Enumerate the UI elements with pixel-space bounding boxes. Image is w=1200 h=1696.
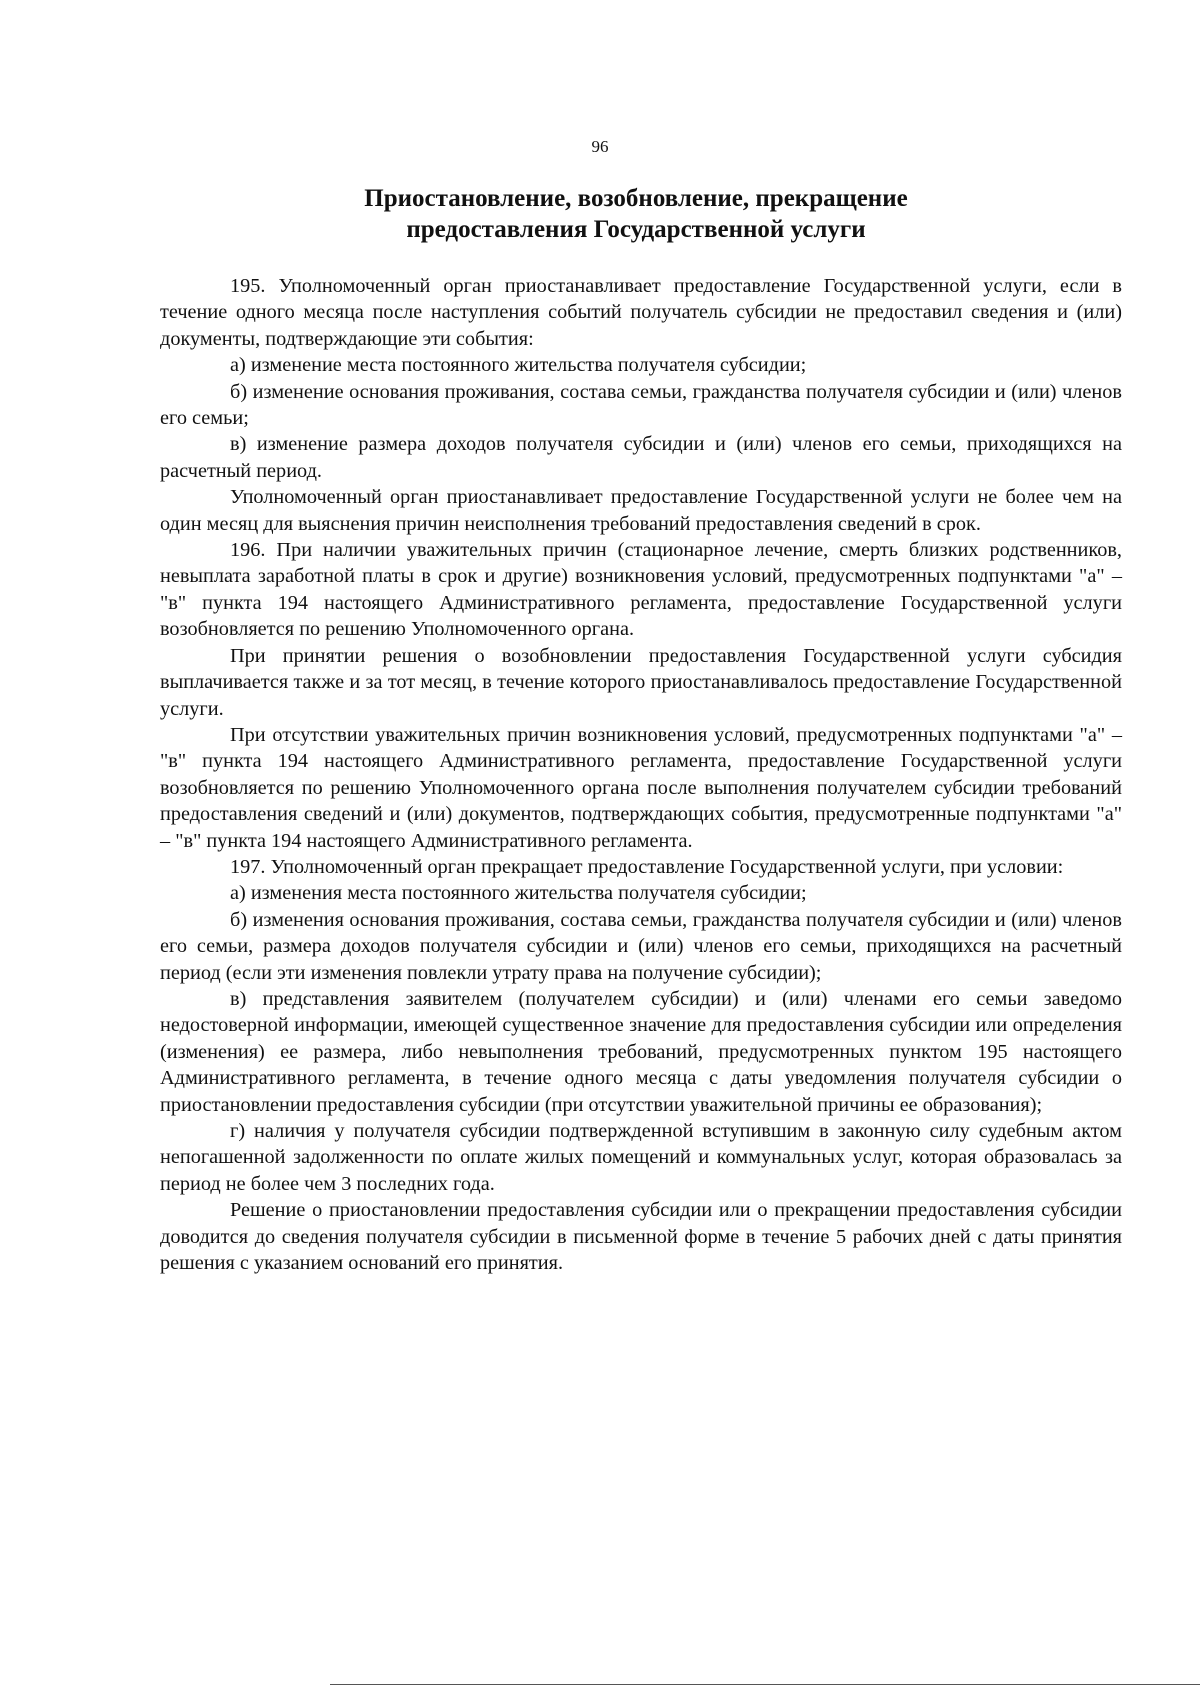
section-heading: [150, 183, 1122, 245]
list-item-195-v: в) изменение размера доходов получателя субсидии и (или) членов его семьи, приходящихся на расчетный период.: [160, 433, 1122, 482]
paragraph-no-valid-reasons: При отсутствии уважительных причин возникновения условий, предусмотренных подпунктами "а" – "в" пункта 194 настоящего Административного регламента, предоставление Государственной услуги возобновляется по решению Уполномоченного органа после выполнения получателем субсидии требований предоставления сведений и (или) документов, подтверждающих события, предусмотренные подпунктами "а" – "в" пункта 194 настоящего Административного регламента.: [160, 723, 1122, 852]
paragraph-197: 197. Уполномоченный орган прекращает предоставление Государственной услуги, при условии:: [230, 855, 1064, 878]
list-item-195-a: а) изменение места постоянного жительства получателя субсидии;: [230, 354, 807, 377]
page-number: 96: [591, 137, 609, 156]
list-item-197-v: в) представления заявителем (получателем субсидии) и (или) членами его семьи заведомо недостоверной информации, имеющей существенное значение для предоставления субсидии или определения (изменения) ее размера, либо невыполнения требований, предусмотренных пунктом 195 настоящего Административного регламента, в течение одного месяца с даты уведомления получателя субсидии о приостановлении предоставления субсидии (при отсутствии уважительной причины ее образования);: [160, 987, 1122, 1116]
bottom-rule: [330, 1684, 1200, 1685]
list-item-197-b: б) изменения основания проживания, состава семьи, гражданства получателя субсидии и (или) членов его семьи, размера доходов получателя субсидии и (или) членов его семьи, приходящихся на расчетный период (если эти изменения повлекли утрату права на получение субсидии);: [160, 908, 1122, 984]
paragraph-196: 196. При наличии уважительных причин (стационарное лечение, смерть близких родственников, невыплата заработной платы в срок и другие) возникновения условий, предусмотренных подпунктами "а" – "в" пункта 194 настоящего Административного регламента, предоставление Государственной услуги возобновляется по решению Уполномоченного органа.: [160, 539, 1122, 641]
paragraph-suspension-term: Уполномоченный орган приостанавливает предоставление Государственной услуги не более чем на один месяц для выяснения причин неисполнения требований предоставления сведений в срок.: [160, 486, 1122, 535]
paragraph-decision-notice: Решение о приостановлении предоставления субсидии или о прекращении предоставления субсидии доводится до сведения получателя субсидии в письменной форме в течение 5 рабочих дней с даты принятия решения с указанием оснований его принятия.: [160, 1199, 1122, 1275]
list-item-195-b: б) изменение основания проживания, состава семьи, гражданства получателя субсидии и (или) членов его семьи;: [160, 380, 1122, 430]
document-body: [160, 273, 1122, 1276]
paragraph-resumption-payment: При принятии решения о возобновлении предоставления Государственной услуги субсидия выплачивается также и за тот месяц, в течение которого приостанавливалось предоставление Государственной услуги.: [160, 644, 1122, 720]
section-heading-line-1: Приостановление, возобновление, прекращение: [364, 185, 908, 212]
list-item-197-g: г) наличия у получателя субсидии подтвержденной вступившим в законную силу судебным актом непогашенной задолженности по оплате жилых помещений и коммунальных услуг, которая образовалась за период не более чем 3 последних года.: [160, 1120, 1122, 1195]
list-item-197-a: а) изменения места постоянного жительства получателя субсидии;: [230, 882, 807, 905]
section-heading-line-2: предоставления Государственной услуги: [406, 216, 866, 243]
paragraph-195: 195. Уполномоченный орган приостанавливает предоставление Государственной услуги, если в течение одного месяца после наступления событий получатель субсидии не предоставил сведения и (или) документы, подтверждающие эти события:: [160, 275, 1122, 350]
